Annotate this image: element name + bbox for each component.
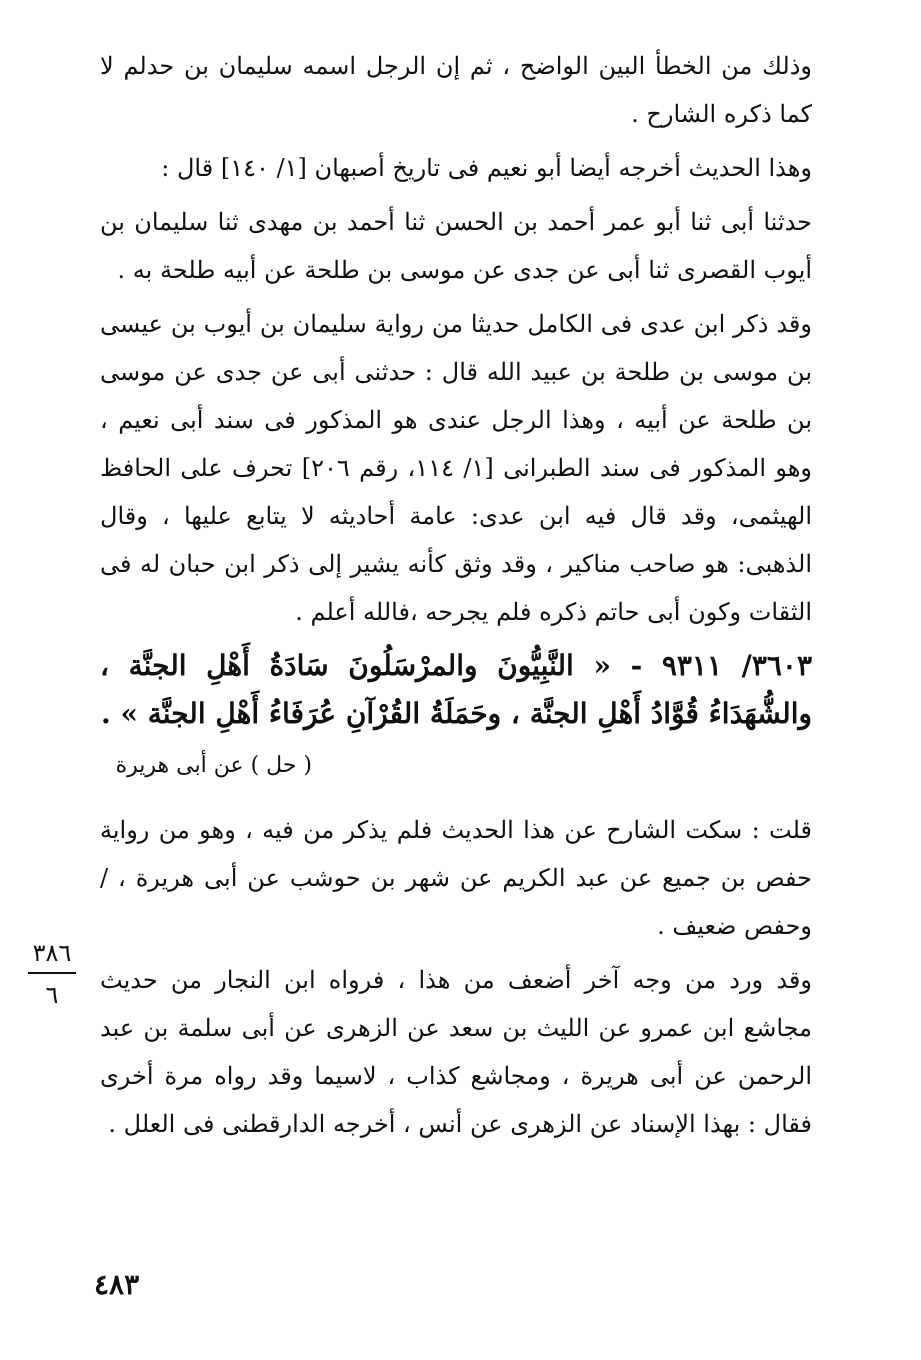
paragraph-qultu: قلت : سكت الشارح عن هذا الحديث فلم يذكر من فيه ، وهو من رواية حفص بن جميع عن عبد الكريم عن شهر بن حوشب عن أبى هريرة ، / وحفص ضعيف . [100, 816, 812, 940]
hadith-source: ( حل ) عن أبى هريرة [115, 753, 312, 778]
margin-divider [28, 972, 76, 974]
margin-volume-reference [24, 938, 80, 1010]
paragraph-other-route: وقد ورد من وجه آخر أضعف من هذا ، فرواه ابن النجار من حديث مجاشع ابن عمرو عن الليث بن سعد عن الزهرى عن أبى سلمة بن عبد الرحمن عن أبى هريرة ، ومجاشع كذاب ، لاسيما وقد رواه مرة أخرى فقال : بهذا الإسناد عن الزهرى عن أنس ، أخرجه الدارقطنى فى العلل . [100, 966, 812, 1138]
margin-volume-number: ٦ [45, 981, 59, 1009]
paragraph-correction: وذلك من الخطأ البين الواضح ، ثم إن الرجل اسمه سليمان بن حدلم لا كما ذكره الشارح . [100, 52, 812, 128]
margin-volume-page: ٣٨٦ [32, 939, 72, 967]
page-number: ٤٨٣ [94, 1268, 140, 1301]
text-column [100, 42, 812, 1154]
paragraph-isnad: حدثنا أبى ثنا أبو عمر أحمد بن الحسن ثنا أحمد بن مهدى ثنا سليمان بن أيوب القصرى ثنا أبى عن جدى عن موسى بن طلحة عن أبيه طلحة به . [100, 208, 812, 284]
paragraph-ibn-adi: وقد ذكر ابن عدى فى الكامل حديثا من رواية سليمان بن أيوب بن عيسى بن موسى بن طلحة بن عبيد الله قال : حدثنى أبى عن جدى عن موسى بن طلحة عن أبيه ، وهذا الرجل عندى هو المذكور فى سند أبى نعيم ، وهو المذكور فى سند الطبرانى [١/ ١١٤، رقم ٢٠٦] تحرف على الحافظ الهيثمى، وقد قال فيه ابن عدى: عامة أحاديثه لا يتابع عليها ، وقال الذهبى: هو صاحب مناكير ، وقد وثق كأنه يشير إلى ذكر ابن حبان له فى الثقات وكون أبى حاتم ذكره فلم يجرحه ،فالله أعلم . [100, 310, 812, 626]
hadith-text: ٣٦٠٣/ ٩٣١١ - « النَّبِيُّونَ والمرْسَلُونَ سَادَةُ أَهْلِ الجنَّة ، والشُّهَدَاءُ قُوَّادُ أَهْلِ الجنَّة ، وحَمَلَةُ القُرْآنِ عُرَفَاءُ أَهْلِ الجنَّة » . [100, 649, 812, 730]
paragraph-abu-nuaym: وهذا الحديث أخرجه أيضا أبو نعيم فى تاريخ أصبهان [١/ ١٤٠] قال : [161, 154, 812, 182]
